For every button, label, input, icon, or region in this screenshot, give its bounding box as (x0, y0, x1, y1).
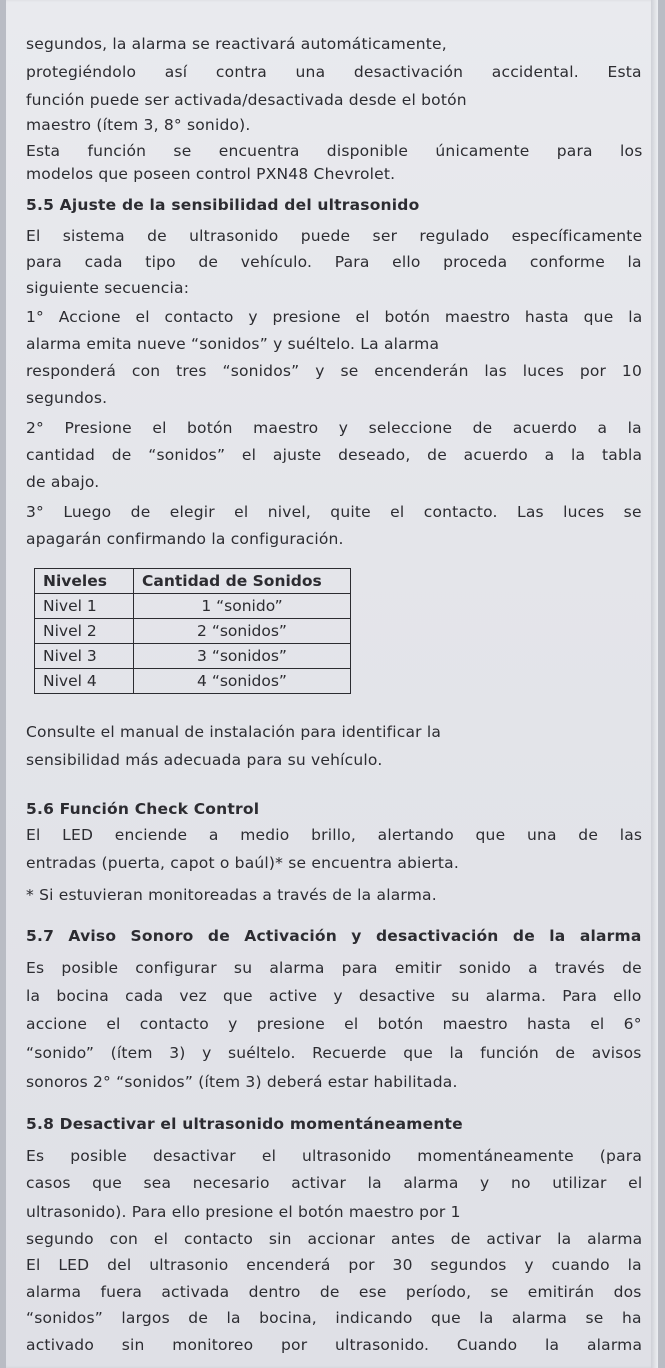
sound-count-cell: 3 “sonidos” (134, 644, 351, 669)
text-line: maestro (ítem 3, 8° sonido). (26, 116, 251, 134)
table-row (35, 644, 351, 669)
text-line: entradas (puerta, capot o baúl)* se encuentra abierta. (26, 854, 459, 872)
text-line: Consulte el manual de instalación para identificar la (26, 723, 442, 741)
text-line: 1° Accione el contacto y presione el botón maestro hasta que la (26, 308, 643, 326)
text-line: apagarán confirmando la configuración. (26, 530, 344, 548)
text-line: segundo con el contacto sin accionar antes de activar la alarma (26, 1230, 643, 1248)
text-line: sensibilidad más adecuada para su vehículo. (26, 751, 383, 769)
text-line: responderá con tres “sonidos” y se encenderán las luces por 10 (26, 362, 643, 380)
text-line: alarma emita nueve “sonidos” y suéltelo. La alarma (26, 335, 440, 353)
page-edge (651, 0, 658, 1368)
column-header-levels: Niveles (35, 569, 134, 594)
text-line: “sonidos” largos de la bocina, indicando que la alarma se ha (26, 1309, 642, 1327)
text-line: El sistema de ultrasonido puede ser regulado específicamente (26, 227, 643, 245)
text-line: alarma fuera activada dentro de ese período, se emitirán dos (26, 1283, 642, 1301)
text-line: función puede ser activada/desactivada desde el botón (26, 91, 467, 109)
text-line: de abajo. (26, 473, 100, 491)
text-line: 3° Luego de elegir el nivel, quite el contacto. Las luces se (26, 503, 642, 521)
text-line: segundos, la alarma se reactivará automáticamente, (26, 35, 447, 53)
section-heading-5-8: 5.8 Desactivar el ultrasonido momentáneamente (26, 1115, 463, 1133)
text-line: cantidad de “sonidos” el ajuste deseado, de acuerdo a la tabla (26, 446, 643, 464)
text-line: sonoros 2° “sonidos” (ítem 3) deberá estar habilitada. (26, 1073, 458, 1091)
sound-count-cell: 2 “sonidos” (134, 619, 351, 644)
text-line: para cada tipo de vehículo. Para ello proceda conforme la (26, 253, 642, 271)
sound-count-cell: 1 “sonido” (134, 594, 351, 619)
sound-count-cell: 4 “sonidos” (134, 669, 351, 694)
level-cell: Nivel 2 (35, 619, 134, 644)
text-line: El LED enciende a medio brillo, alertando que una de las (26, 826, 643, 844)
section-heading-5-6: 5.6 Función Check Control (26, 800, 260, 818)
text-line: 2° Presione el botón maestro y seleccione de acuerdo a la (26, 419, 642, 437)
sensitivity-levels-table (34, 568, 351, 694)
table-row (35, 594, 351, 619)
text-line: Es posible configurar su alarma para emitir sonido a través de (26, 959, 642, 977)
text-line: siguiente secuencia: (26, 279, 190, 297)
text-line: segundos. (26, 389, 108, 407)
text-line: protegiéndolo así contra una desactivación accidental. Esta (26, 63, 642, 81)
table-row (35, 669, 351, 694)
text-line: Es posible desactivar el ultrasonido momentáneamente (para (26, 1147, 643, 1165)
table-header-row (35, 569, 351, 594)
column-header-sound-count: Cantidad de Sonidos (134, 569, 351, 594)
table-row (35, 619, 351, 644)
section-heading-5-7: 5.7 Aviso Sonoro de Activación y desactivación de la alarma (26, 927, 642, 945)
text-line: modelos que poseen control PXN48 Chevrolet. (26, 165, 396, 183)
text-line: ultrasonido). Para ello presione el botón maestro por 1 (26, 1203, 461, 1221)
text-line: accione el contacto y presione el botón maestro hasta el 6° (26, 1015, 642, 1033)
text-line: El LED del ultrasonio encenderá por 30 segundos y cuando la (26, 1256, 642, 1274)
level-cell: Nivel 4 (35, 669, 134, 694)
level-cell: Nivel 1 (35, 594, 134, 619)
text-line: la bocina cada vez que active y desactive su alarma. Para ello (26, 987, 642, 1005)
level-cell: Nivel 3 (35, 644, 134, 669)
text-line: casos que sea necesario activar la alarma y no utilizar el (26, 1174, 643, 1192)
footnote-line: * Si estuvieran monitoreadas a través de la alarma. (26, 886, 437, 904)
document-page (6, 0, 658, 1368)
text-line: activado sin monitoreo por ultrasonido. Cuando la alarma (26, 1336, 643, 1354)
text-line: “sonido” (ítem 3) y suéltelo. Recuerde que la función de avisos (26, 1044, 642, 1062)
text-line: Esta función se encuentra disponible únicamente para los (26, 142, 643, 160)
section-heading-5-5: 5.5 Ajuste de la sensibilidad del ultrasonido (26, 196, 420, 214)
